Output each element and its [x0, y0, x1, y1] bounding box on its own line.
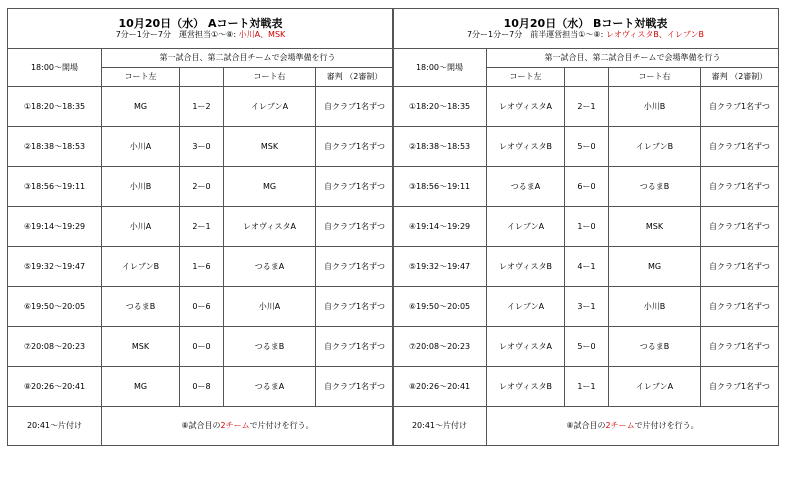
- match-ref: 自クラブ1名ずつ: [701, 167, 779, 207]
- court-b-col-ref: 審判 （2審制）: [701, 68, 779, 87]
- match-row: [393, 327, 779, 367]
- match-ref: 自クラブ1名ずつ: [316, 167, 394, 207]
- court-b-col-score: [565, 68, 609, 87]
- match-row: [8, 167, 394, 207]
- match-score: 3ー1: [565, 287, 609, 327]
- match-left: 小川A: [102, 207, 180, 247]
- match-row: [8, 207, 394, 247]
- court-b-cleanup-red: 2チーム: [605, 421, 635, 431]
- match-time: ②18:38～18:53: [393, 127, 487, 167]
- court-a-header: [8, 9, 394, 49]
- court-a-cleanup-b: で片付けを行う。: [249, 421, 314, 431]
- match-right: レオヴィスタA: [224, 207, 316, 247]
- court-a-col-ref: 審判 （2審制）: [316, 68, 394, 87]
- match-ref: 自クラブ1名ずつ: [701, 287, 779, 327]
- court-a-col-right: コート右: [224, 68, 316, 87]
- match-time: ④19:14～19:29: [8, 207, 102, 247]
- court-a-prep-note: 第一試合目、第二試合目チームで会場準備を行う: [102, 49, 394, 68]
- match-time: ⑦20:08～20:23: [393, 327, 487, 367]
- court-b-subtitle: [393, 30, 778, 39]
- match-right: MSK: [609, 207, 701, 247]
- match-left: MSK: [102, 327, 180, 367]
- match-right: つるまA: [224, 367, 316, 407]
- match-score: 4ー1: [565, 247, 609, 287]
- match-score: 1ー0: [565, 207, 609, 247]
- match-left: レオヴィスタB: [487, 247, 565, 287]
- court-b-table: [392, 8, 779, 446]
- court-b-cleanup-b: で片付けを行う。: [634, 421, 699, 431]
- court-b-cleanup-note: [487, 407, 779, 446]
- match-right: 小川B: [609, 87, 701, 127]
- match-row: [393, 287, 779, 327]
- court-a-close: 20:41～片付け: [8, 407, 102, 446]
- match-time: ③18:56～19:11: [393, 167, 487, 207]
- court-b-prep-note: 第一試合目、第二試合目チームで会場準備を行う: [487, 49, 779, 68]
- match-row: [393, 367, 779, 407]
- match-time: ①18:20～18:35: [393, 87, 487, 127]
- court-b-sub-plain: 7分ー1分ー7分 前半運営担当①～⑧:: [466, 30, 606, 40]
- match-right: MG: [609, 247, 701, 287]
- match-row: [393, 207, 779, 247]
- court-a-open: 18:00～開場: [8, 49, 102, 87]
- match-score: 5ー0: [565, 327, 609, 367]
- schedule-sheet: [7, 8, 778, 464]
- match-time: ③18:56～19:11: [8, 167, 102, 207]
- match-right: イレブンB: [609, 127, 701, 167]
- match-score: 1ー6: [180, 247, 224, 287]
- match-ref: 自クラブ1名ずつ: [701, 87, 779, 127]
- match-right: つるまB: [609, 327, 701, 367]
- match-left: 小川B: [102, 167, 180, 207]
- match-left: レオヴィスタA: [487, 87, 565, 127]
- match-ref: 自クラブ1名ずつ: [316, 247, 394, 287]
- court-a-col-score: [180, 68, 224, 87]
- match-left: イレブンA: [487, 207, 565, 247]
- match-score: 5ー0: [565, 127, 609, 167]
- court-b-duty-teams: レオヴィスタB、イレブンB: [605, 30, 705, 40]
- match-left: レオヴィスタB: [487, 127, 565, 167]
- match-row: [8, 287, 394, 327]
- match-score: 0ー6: [180, 287, 224, 327]
- match-time: ⑥19:50～20:05: [393, 287, 487, 327]
- match-left: レオヴィスタA: [487, 327, 565, 367]
- match-left: つるまB: [102, 287, 180, 327]
- match-row: [8, 87, 394, 127]
- match-right: イレブンA: [224, 87, 316, 127]
- match-row: [8, 327, 394, 367]
- match-ref: 自クラブ1名ずつ: [316, 327, 394, 367]
- match-score: 2ー1: [565, 87, 609, 127]
- court-b-col-left: コート左: [487, 68, 565, 87]
- court-a-title: 10月20日（水） Aコート対戦表: [118, 16, 283, 30]
- match-row: [393, 167, 779, 207]
- match-row: [393, 127, 779, 167]
- match-ref: 自クラブ1名ずつ: [316, 87, 394, 127]
- match-row: [8, 367, 394, 407]
- match-time: ①18:20～18:35: [8, 87, 102, 127]
- match-score: 1ー2: [180, 87, 224, 127]
- match-left: 小川A: [102, 127, 180, 167]
- match-left: MG: [102, 87, 180, 127]
- match-score: 0ー8: [180, 367, 224, 407]
- match-time: ②18:38～18:53: [8, 127, 102, 167]
- match-ref: 自クラブ1名ずつ: [316, 207, 394, 247]
- court-b-open: 18:00～開場: [393, 49, 487, 87]
- match-right: 小川A: [224, 287, 316, 327]
- match-time: ⑧20:26～20:41: [8, 367, 102, 407]
- court-a-cleanup-red: 2チーム: [220, 421, 250, 431]
- match-right: つるまA: [224, 247, 316, 287]
- court-a-col-left: コート左: [102, 68, 180, 87]
- match-score: 1ー1: [565, 367, 609, 407]
- court-a-subtitle: [8, 30, 393, 39]
- court-b-title: 10月20日（水） Bコート対戦表: [503, 16, 668, 30]
- match-ref: 自クラブ1名ずつ: [316, 367, 394, 407]
- court-b-cleanup-a: ⑧試合目の: [566, 421, 606, 431]
- match-right: つるまB: [224, 327, 316, 367]
- match-row: [8, 127, 394, 167]
- match-time: ④19:14～19:29: [393, 207, 487, 247]
- match-time: ⑤19:32～19:47: [8, 247, 102, 287]
- match-time: ⑧20:26～20:41: [393, 367, 487, 407]
- match-right: MSK: [224, 127, 316, 167]
- match-right: イレブンA: [609, 367, 701, 407]
- match-ref: 自クラブ1名ずつ: [701, 367, 779, 407]
- match-ref: 自クラブ1名ずつ: [316, 287, 394, 327]
- match-ref: 自クラブ1名ずつ: [316, 127, 394, 167]
- court-a-sub-plain: 7分ー1分ー7分 運営担当①～⑧:: [115, 30, 239, 40]
- court-a-cleanup-a: ⑧試合目の: [181, 421, 221, 431]
- match-left: レオヴィスタB: [487, 367, 565, 407]
- match-score: 0ー0: [180, 327, 224, 367]
- match-time: ⑦20:08～20:23: [8, 327, 102, 367]
- court-b-matches: [393, 87, 779, 407]
- match-ref: 自クラブ1名ずつ: [701, 247, 779, 287]
- match-score: 2ー0: [180, 167, 224, 207]
- match-right: MG: [224, 167, 316, 207]
- match-score: 3ー0: [180, 127, 224, 167]
- court-b-header: [393, 9, 779, 49]
- match-time: ⑥19:50～20:05: [8, 287, 102, 327]
- court-a-cleanup-note: [102, 407, 394, 446]
- match-left: つるまA: [487, 167, 565, 207]
- court-b-col-right: コート右: [609, 68, 701, 87]
- court-a-duty-teams: 小川A、MSK: [238, 30, 286, 40]
- court-b-close: 20:41～片付け: [393, 407, 487, 446]
- match-ref: 自クラブ1名ずつ: [701, 127, 779, 167]
- match-score: 6ー0: [565, 167, 609, 207]
- match-row: [393, 87, 779, 127]
- match-score: 2ー1: [180, 207, 224, 247]
- match-ref: 自クラブ1名ずつ: [701, 327, 779, 367]
- match-left: イレブンB: [102, 247, 180, 287]
- match-left: MG: [102, 367, 180, 407]
- match-row: [8, 247, 394, 287]
- court-a-matches: [8, 87, 394, 407]
- match-row: [393, 247, 779, 287]
- match-right: つるまB: [609, 167, 701, 207]
- match-left: イレブンA: [487, 287, 565, 327]
- court-a-table: [7, 8, 394, 446]
- match-time: ⑤19:32～19:47: [393, 247, 487, 287]
- match-ref: 自クラブ1名ずつ: [701, 207, 779, 247]
- match-right: 小川B: [609, 287, 701, 327]
